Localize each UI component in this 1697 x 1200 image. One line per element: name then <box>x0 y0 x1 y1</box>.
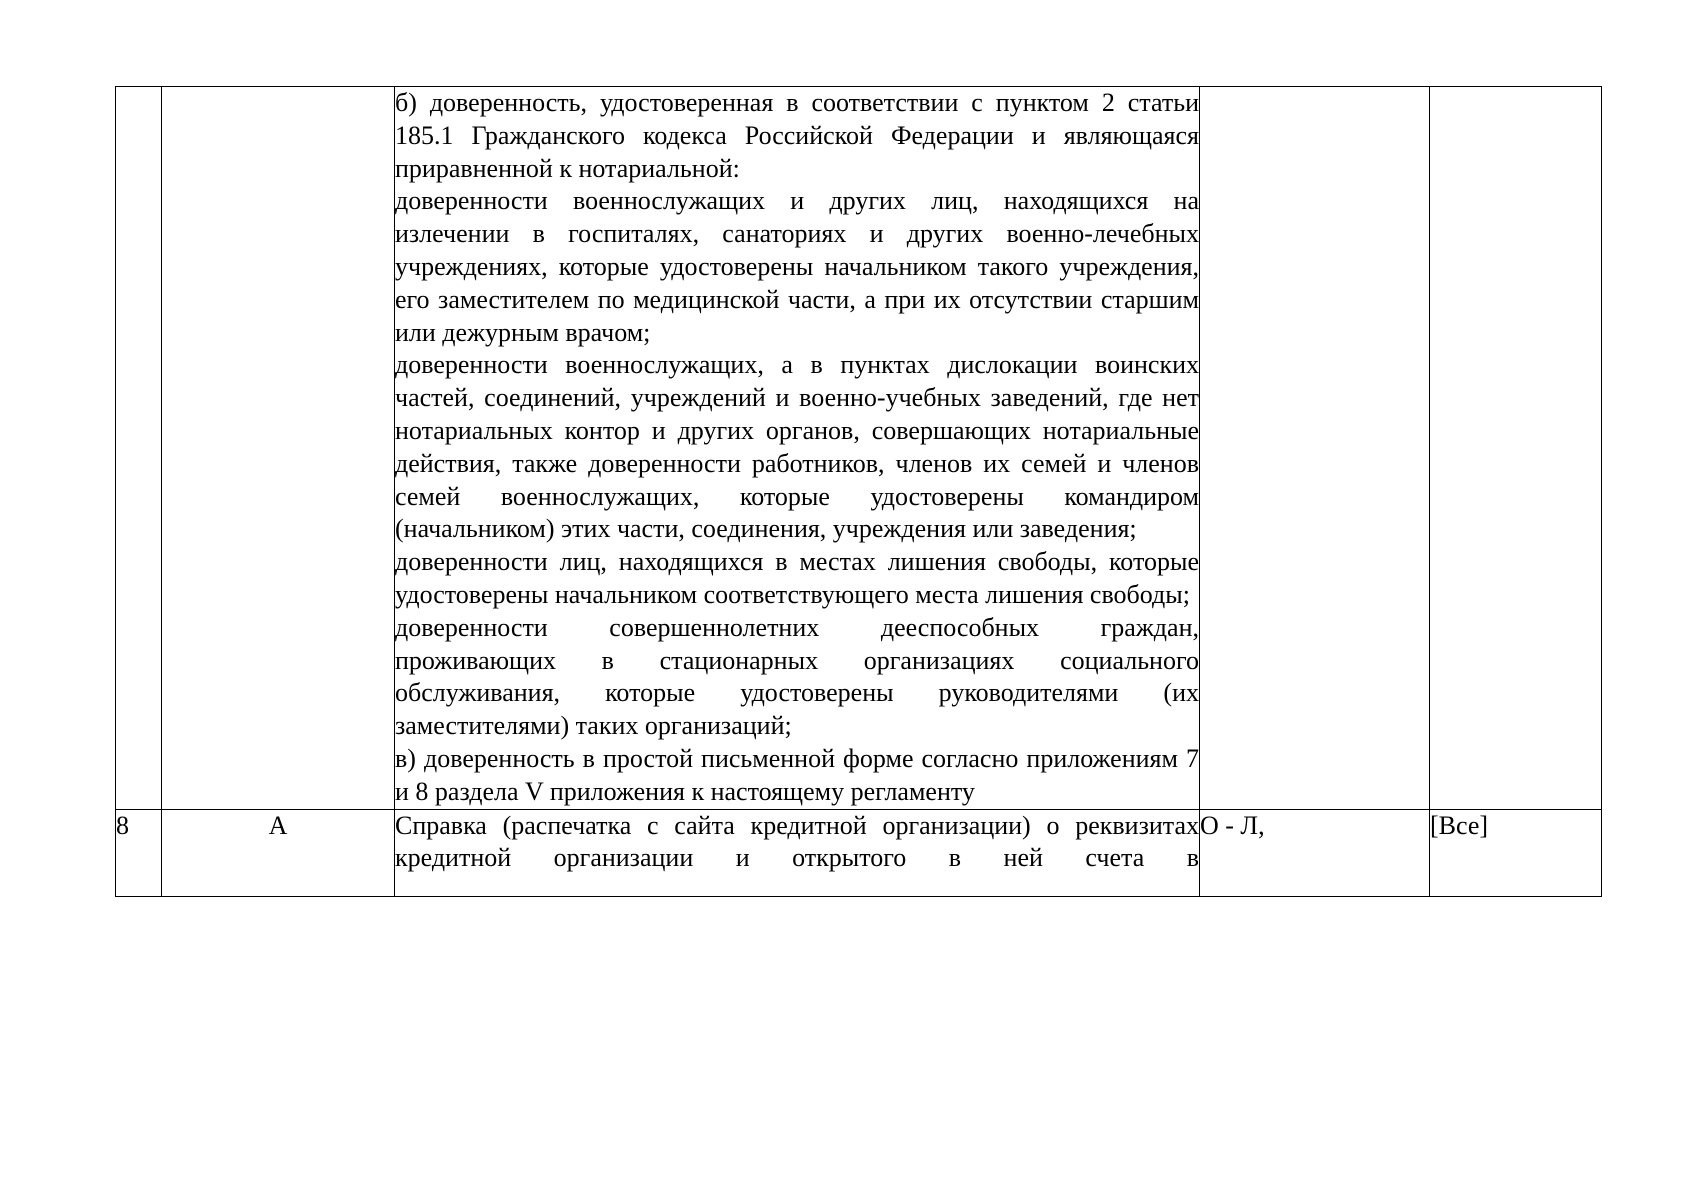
document-table <box>115 86 1602 897</box>
table-row <box>116 809 1602 896</box>
paragraph: доверенности военнослужащих и других лиц, находящихся на излечении в госпиталях, санаториях и других военно-лечебных учреждениях, которые удостоверены начальником такого учреждения, его заместителем по медицинской части, а при их отсутствии старшим или дежурным врачом; <box>395 186 1199 347</box>
table-row <box>116 87 1602 810</box>
row-number-cell: 8 <box>116 809 162 896</box>
row-number-cell <box>116 87 162 810</box>
paragraph: Справка (распечатка с сайта кредитной организации) о реквизитах кредитной организации и открытого в ней счета в <box>395 810 1199 873</box>
document-text-cell <box>395 809 1200 896</box>
paragraph: доверенности лиц, находящихся в местах лишения свободы, которые удостоверены начальником соответствующего места лишения свободы; <box>395 547 1199 609</box>
paragraph: доверенности совершеннолетних дееспособных граждан, проживающих в стационарных организациях социального обслуживания, которые удостоверены руководителями (их заместителями) таких организаций; <box>395 612 1199 741</box>
category-cell <box>162 87 395 810</box>
scope-cell <box>1430 87 1602 810</box>
scope-cell: [Все] <box>1430 809 1602 896</box>
who-cell <box>1200 87 1430 810</box>
document-text-cell <box>395 87 1200 810</box>
paragraph: в) доверенность в простой письменной форме согласно приложениям 7 и 8 раздела V приложения к настоящему регламенту <box>395 743 1199 806</box>
category-cell: А <box>162 809 395 896</box>
truncated-text <box>395 810 1199 876</box>
paragraph: доверенности военнослужащих, а в пунктах дислокации воинских частей, соединений, учреждений и военно-учебных заведений, где нет нотариальных контор и других органов, совершающих нотариальные действия, также доверенности работников, членов их семей и членов семей военнослужащих, которые удостоверены командиром (начальником) этих части, соединения, учреждения или заведения; <box>395 350 1199 544</box>
who-cell: О - Л, <box>1200 809 1430 896</box>
paragraph: б) доверенность, удостоверенная в соответствии с пунктом 2 статьи 185.1 Гражданского кодекса Российской Федерации и являющаяся приравненной к нотариальной: <box>395 88 1199 183</box>
